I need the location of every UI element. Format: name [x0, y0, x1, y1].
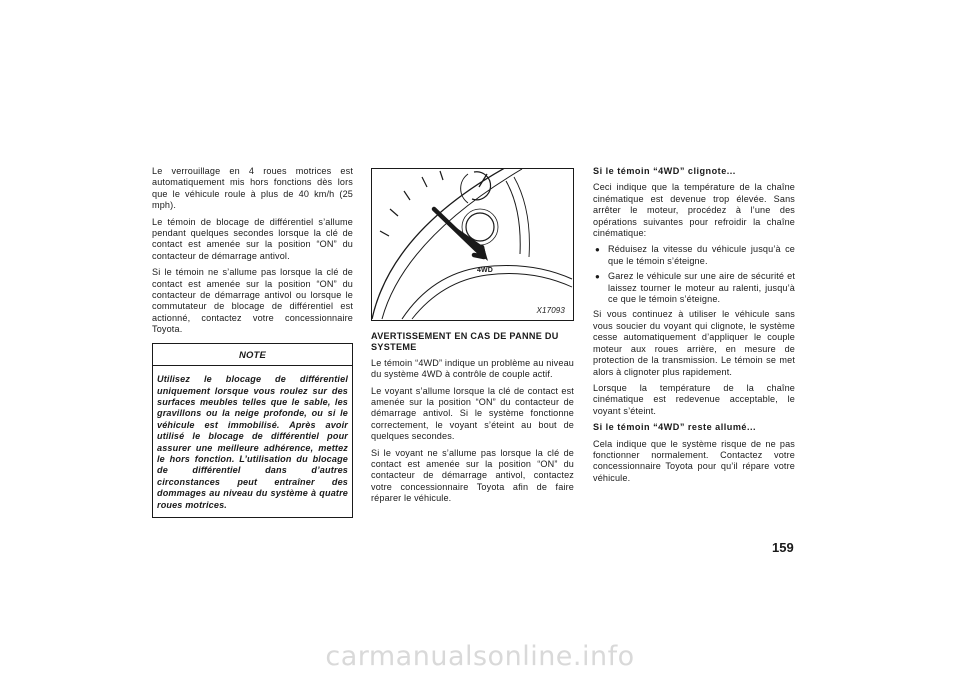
- paragraph: Le voyant s’allume lorsque la clé de contact est amenée sur la position “ON” du contacteur de démarrage antivol. Si le système fonctionne correctement, le voyant s’éteint au bout de quelques secondes.: [371, 385, 574, 442]
- note-box: [152, 343, 353, 518]
- paragraph: Cela indique que le système risque de ne pas fonctionner normalement. Contactez votre concessionnaire Toyota pour qu’il répare votre véhicule.: [593, 438, 795, 483]
- 4wd-indicator-label: 4WD: [477, 267, 494, 274]
- column-left: [152, 166, 353, 518]
- list-item: [593, 271, 795, 305]
- note-title: NOTE: [153, 344, 352, 366]
- subsection-heading: Si le témoin “4WD” clignote...: [593, 166, 736, 176]
- paragraph: Si vous continuez à utiliser le véhicule sans vous soucier du voyant qui clignote, le système cesse automatiquement d’appliquer le couple moteur aux roues arrière, en mesure de protection de la transmission. Le témoin se met alors à clignoter plus rapidement.: [593, 309, 795, 377]
- paragraph: Si le témoin ne s’allume pas lorsque la clé de contact est amenée sur la position “ON” du contacteur de démarrage antivol ou lorsque le commutateur de blocage de différentiel est actionné, contactez votre concessionnaire Toyota.: [152, 267, 353, 335]
- instrument-cluster-figure: [371, 168, 574, 321]
- subsection-heading: Si le témoin “4WD” reste allumé...: [593, 422, 757, 433]
- bullet-icon: ●: [595, 245, 600, 255]
- list-item-text: Réduisez la vitesse du véhicule jusqu’à ce que le témoin s’éteigne.: [608, 244, 795, 266]
- column-right: [593, 166, 795, 489]
- section-heading: AVERTISSEMENT EN CAS DE PANNE DU SYSTEME: [371, 331, 559, 353]
- figure-code: X17093: [536, 305, 565, 315]
- list-item-text: Garez le véhicule sur une aire de sécurité et laissez tourner le moteur au ralenti, jusqu’à ce que le témoin s’éteigne.: [608, 271, 795, 305]
- paragraph: Le verrouillage en 4 roues motrices est automatiquement mis hors fonctions dès lors que le véhicule roule à plus de 40 km/h (25 mph).: [152, 166, 353, 211]
- page-number: 159: [772, 540, 794, 555]
- bullet-icon: ●: [595, 272, 600, 282]
- paragraph: Si le voyant ne s’allume pas lorsque la clé de contact est amenée sur la position “ON” du contacteur de démarrage antivol, contactez votre concessionnaire Toyota afin de faire réparer le véhicule.: [371, 447, 574, 504]
- paragraph: Le témoin “4WD” indique un problème au niveau du système 4WD à contrôle de couple actif.: [371, 357, 574, 380]
- paragraph: Lorsque la température de la chaîne cinématique est redevenue acceptable, le voyant s’éteint.: [593, 382, 795, 416]
- instrument-cluster-illustration: [372, 169, 573, 320]
- note-text: Utilisez le blocage de différentiel uniquement lorsque vous roulez sur des surfaces meubles telles que le sable, les gravillons ou la neige profonde, ou si le véhicule est immobilisé. Après avoir utilisé le blocage de différentiel pour assurer une meilleure adhérence, mettez le hors fonction. L’utilisation du blocage de différentiel dans d’autres circonstances peut entraîner des dommages au niveau du système à quatre roues motrices.: [157, 374, 348, 510]
- list-item: [593, 244, 795, 267]
- paragraph: Le témoin de blocage de différentiel s’allume pendant quelques secondes lorsque la clé de contact est amenée sur la position “ON” du contacteur de démarrage antivol.: [152, 216, 353, 261]
- watermark: carmanualsonline.info: [325, 641, 635, 672]
- paragraph: Ceci indique que la température de la chaîne cinématique est devenue trop élevée. Sans arrêter le moteur, procédez à l’une des opérations suivantes pour refroidir la chaîne cinématique:: [593, 182, 795, 239]
- column-middle: [371, 168, 574, 510]
